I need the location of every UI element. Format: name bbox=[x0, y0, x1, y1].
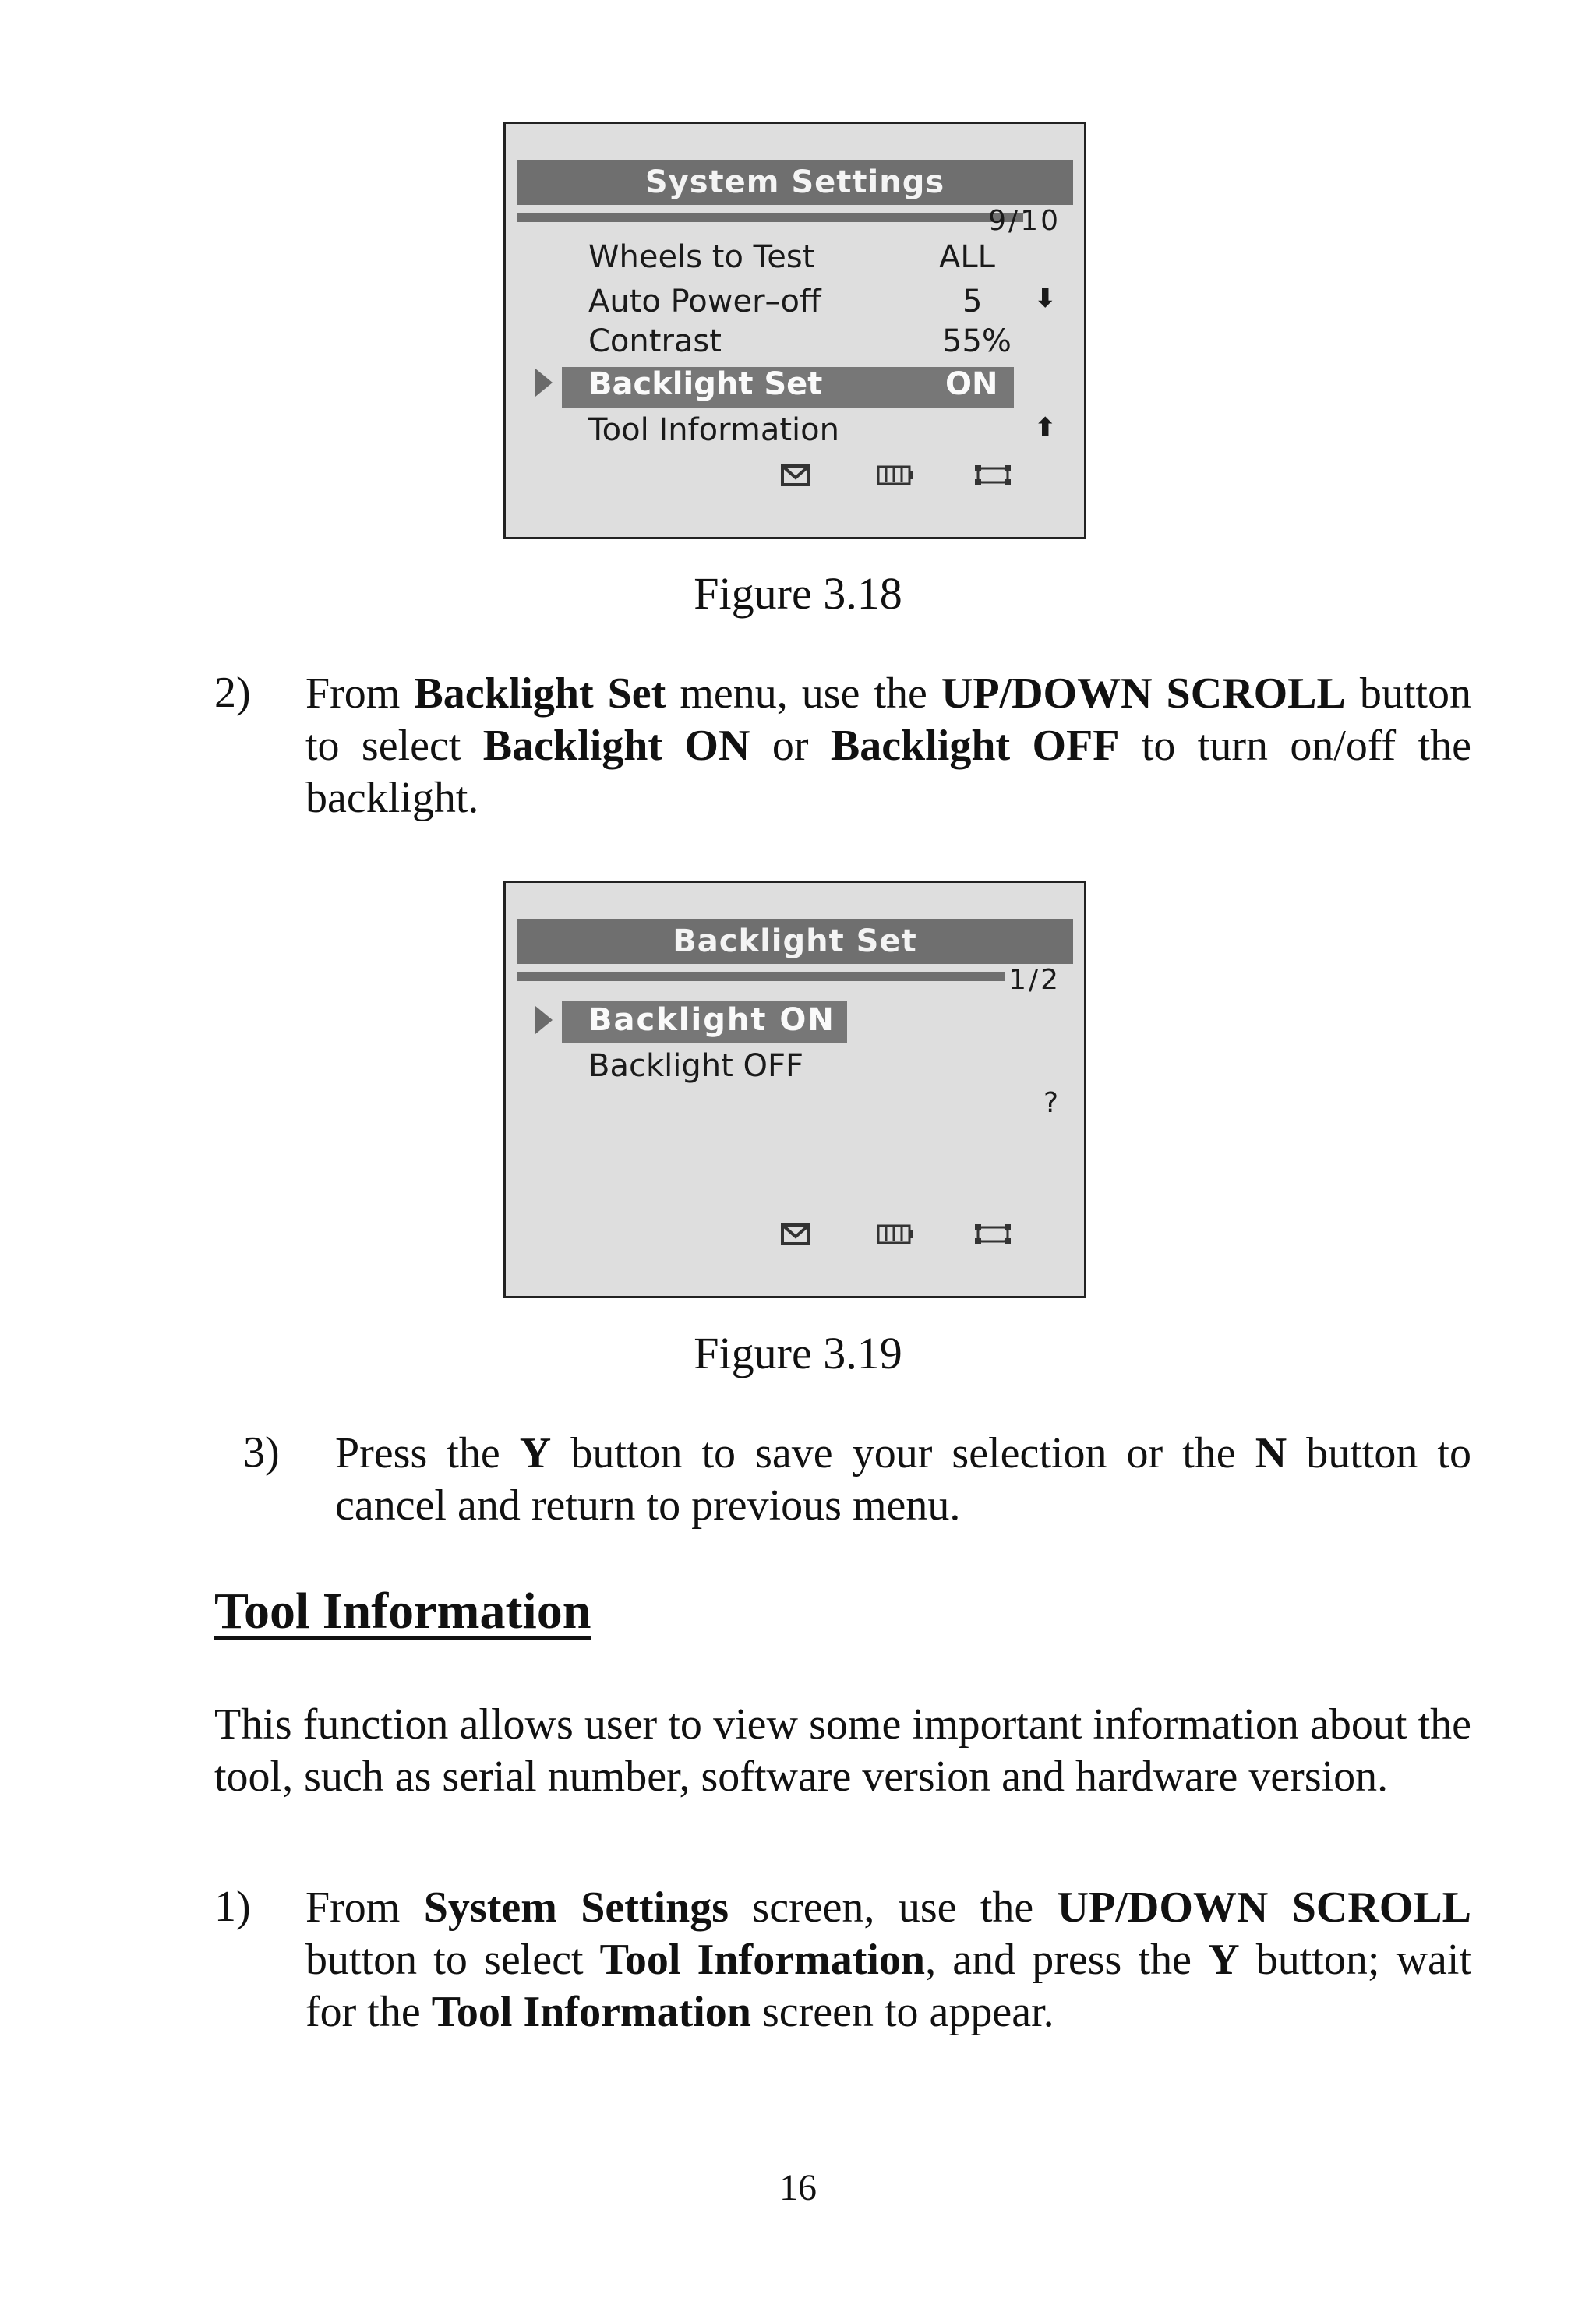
step-number: 3) bbox=[243, 1428, 280, 1477]
scroll-progress-bar bbox=[517, 972, 1005, 981]
menu-item-label: Wheels to Test bbox=[588, 239, 815, 275]
section-intro: This function allows user to view some important information about the tool, such as serial number, software version and hardware version. bbox=[214, 1700, 1471, 1801]
figure-caption: Figure 3.19 bbox=[694, 1328, 902, 1378]
screen-title: Backlight Set bbox=[517, 919, 1073, 964]
screen-title: System Settings bbox=[517, 160, 1073, 205]
page-indicator: 9/10 bbox=[988, 205, 1061, 237]
menu-item-label: Backlight ON bbox=[588, 1002, 835, 1038]
car-icon bbox=[973, 462, 1012, 489]
menu-item-value: 5 bbox=[962, 284, 983, 319]
status-icons bbox=[506, 462, 1084, 493]
envelope-icon bbox=[780, 462, 811, 489]
step-3-text: Press the Y button to save your selection or the N button to cancel and return to previous menu. bbox=[335, 1429, 1471, 1530]
step-number: 2) bbox=[214, 669, 251, 717]
menu-item-label: Backlight OFF bbox=[588, 1048, 803, 1084]
menu-item-value: ALL bbox=[939, 239, 995, 275]
help-icon: ? bbox=[1043, 1087, 1059, 1119]
selection-cursor-icon bbox=[535, 369, 553, 397]
page-indicator: 1/2 bbox=[1008, 964, 1061, 996]
scroll-down-icon: ⬇ bbox=[1034, 283, 1057, 314]
menu-item-label: Backlight Set bbox=[588, 366, 823, 402]
menu-item-value: ON bbox=[945, 366, 998, 402]
scroll-progress-bar bbox=[517, 213, 1023, 222]
figure-caption: Figure 3.18 bbox=[694, 568, 902, 619]
menu-item-value: 55% bbox=[942, 323, 1012, 359]
step-2-text: From Backlight Set menu, use the UP/DOWN SCROLL button to select Backlight ON or Backlight OFF to turn on/off the backlight. bbox=[305, 669, 1471, 822]
selection-cursor-icon bbox=[535, 1006, 553, 1034]
page-number: 16 bbox=[779, 2167, 817, 2208]
menu-item-label: Auto Power–off bbox=[588, 284, 821, 319]
battery-icon bbox=[877, 1221, 916, 1248]
step-number: 1) bbox=[214, 1883, 251, 1931]
battery-icon bbox=[877, 462, 916, 489]
envelope-icon bbox=[780, 1221, 811, 1248]
step-1-text: From System Settings screen, use the UP/DOWN SCROLL button to select Tool Information, and press the Y button; wait for the Tool Information screen to appear. bbox=[305, 1883, 1471, 2036]
status-icons bbox=[506, 1221, 1084, 1252]
car-icon bbox=[973, 1221, 1012, 1248]
system-settings-screen bbox=[503, 122, 1086, 539]
backlight-set-screen bbox=[503, 881, 1086, 1298]
menu-item-label: Tool Information bbox=[588, 412, 839, 448]
scroll-up-icon: ⬆ bbox=[1034, 412, 1057, 443]
section-heading: Tool Information bbox=[214, 1583, 591, 1640]
menu-item-label: Contrast bbox=[588, 323, 722, 359]
